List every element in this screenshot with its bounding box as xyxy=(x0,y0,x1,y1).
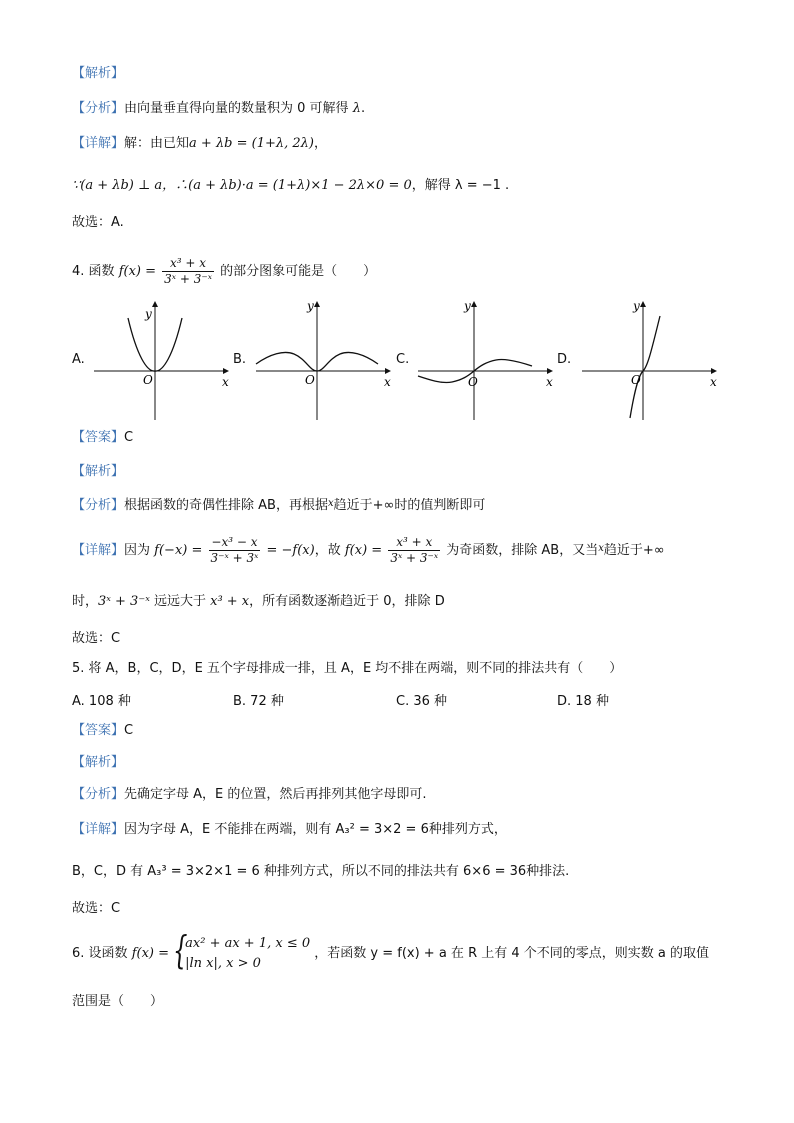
neg-fraction xyxy=(209,535,261,566)
origin-label: O xyxy=(143,373,153,387)
graph-option-b xyxy=(254,296,394,421)
pos-denominator: 3ˣ + 3⁻ˣ xyxy=(390,551,439,565)
option-b-label: B. xyxy=(233,352,247,367)
xj-line1: 因为字母 A，E 不能排在两端，则有 A₃² = 3×2 = 6种排列方式， xyxy=(124,822,507,837)
q5-answer xyxy=(72,721,133,741)
origin-label: O xyxy=(468,375,478,389)
f-x: f(x) = xyxy=(344,543,383,558)
analysis-title: 【解析】 xyxy=(72,66,125,81)
xj-text-3: 为奇函数，排除 AB，又当 xyxy=(446,543,599,558)
q6-stem-text: ，若函数 y = f(x) + a 在 R 上有 4 个不同的零点，则实数 a 的取值 xyxy=(314,946,709,961)
q4-xiangjie-line-2 xyxy=(72,592,445,612)
curve-d xyxy=(630,316,660,418)
pos-numerator: x³ + x xyxy=(388,535,440,551)
graph-option-c xyxy=(416,296,556,421)
xj2-post: ，所有函数逐渐趋近于 0，排除 D xyxy=(249,594,445,609)
q4-fenxi xyxy=(72,494,485,516)
y-label: y xyxy=(633,299,640,313)
xiangjie-line-2 xyxy=(72,176,509,196)
xj-text-4: 趋近于+∞ xyxy=(603,543,665,558)
q4-denominator: 3ˣ + 3⁻ˣ xyxy=(164,272,212,286)
fenxi-text: 先确定字母 A，E 的位置，然后再排列其他字母即可. xyxy=(124,787,427,802)
piecewise xyxy=(173,927,311,974)
q5-option-b: B. 72 种 xyxy=(233,694,284,709)
xj2-mid: 远远大于 xyxy=(153,594,206,609)
case-1: ax² + ax + 1, x ≤ 0 xyxy=(185,935,311,951)
q4-xiangjie-line-1 xyxy=(72,531,665,569)
answer-label: 【答案】 xyxy=(72,723,125,738)
x-label: x xyxy=(384,375,391,389)
xj-x: x xyxy=(598,543,604,554)
x-label: x xyxy=(222,375,229,389)
origin-label: O xyxy=(305,373,315,387)
xiangjie-post: ， xyxy=(313,136,327,151)
answer-value: C xyxy=(124,723,134,738)
q4-fx: f(x) = xyxy=(118,264,156,279)
fenxi-label: 【分析】 xyxy=(72,101,125,116)
graph-option-a xyxy=(92,296,232,421)
q5-choose: 故选：C xyxy=(72,901,121,916)
q5-option-d: D. 18 种 xyxy=(557,694,609,709)
fenxi-label: 【分析】 xyxy=(72,498,125,513)
xiangjie-label: 【详解】 xyxy=(72,543,125,558)
q5-option-c: C. 36 种 xyxy=(396,694,448,709)
brace-glyph: { xyxy=(173,927,188,972)
xiangjie-text: 解：由已知 xyxy=(124,136,190,151)
fenxi-text: 由向量垂直得向量的数量积为 0 可解得 xyxy=(124,101,349,116)
q5-xiangjie-line-1 xyxy=(72,820,507,840)
q5-analysis-title: 【解析】 xyxy=(72,755,125,770)
y-label: y xyxy=(307,299,314,313)
q4-stem xyxy=(72,256,376,287)
graph-option-d xyxy=(580,296,720,421)
neg-eq: = −f(x) xyxy=(266,543,315,558)
origin-label: O xyxy=(631,373,641,387)
q4-fraction xyxy=(162,256,214,287)
fenxi-label: 【分析】 xyxy=(72,787,125,802)
pos-fraction xyxy=(388,535,440,566)
xiangjie-label: 【详解】 xyxy=(72,822,125,837)
x-label: x xyxy=(546,375,553,389)
neg-denominator: 3⁻ˣ + 3ˣ xyxy=(210,551,259,565)
fenxi-line: 【分析】由向量垂直得向量的数量积为 0 可解得 λ. xyxy=(72,101,366,116)
q4-number: 4. 函数 xyxy=(72,264,115,279)
q6-fx: f(x) = xyxy=(131,946,169,961)
f-neg-x: f(−x) = xyxy=(154,543,203,558)
y-label: y xyxy=(145,307,152,321)
q4-answer xyxy=(72,428,133,448)
xj-text: 因为 xyxy=(124,543,151,558)
vector-expr: a + λb = (1+λ, 2λ) xyxy=(189,136,314,151)
q5-xiangjie-line-2: B，C，D 有 A₃³ = 3×2×1 = 6 种排列方式，所以不同的排法共有 6×6 = 36种排法. xyxy=(72,864,570,879)
fenxi-text-1: 根据函数的奇偶性排除 AB，再根据 xyxy=(124,498,328,513)
lambda-symbol: λ xyxy=(352,101,361,116)
q6-stem xyxy=(72,927,709,976)
case-2: |ln x|, x > 0 xyxy=(185,955,261,971)
q5-option-a: A. 108 种 xyxy=(72,694,131,709)
q6-number: 6. 设函数 xyxy=(72,946,128,961)
q4-stem-text: 的部分图象可能是（ ） xyxy=(220,264,377,279)
option-d-label: D. xyxy=(557,352,572,367)
fenxi-x: x xyxy=(327,498,334,509)
xiangjie-line-1 xyxy=(72,134,327,154)
x-label: x xyxy=(710,375,717,389)
q4-choose: 故选：C xyxy=(72,631,121,646)
q3-choose: 故选：A. xyxy=(72,215,124,230)
q5-fenxi xyxy=(72,785,427,805)
xiangjie-label: 【详解】 xyxy=(72,136,125,151)
xj2-pre: 时， xyxy=(72,594,99,609)
solve-text: ，解得 λ = −1 . xyxy=(411,178,510,193)
neg-numerator: −x³ − x xyxy=(209,535,261,551)
option-c-label: C. xyxy=(396,352,410,367)
answer-value: C xyxy=(124,430,134,445)
option-a-label: A. xyxy=(72,352,85,367)
perp-expr: ∵(a + λb) ⊥ a，∴(a + λb)·a = (1+λ)×1 − 2λ×0 = 0 xyxy=(72,178,412,193)
fenxi-text-2: 趋近于+∞时的值判断即可 xyxy=(333,498,486,513)
q4-analysis-title: 【解析】 xyxy=(72,464,125,479)
y-label: y xyxy=(464,299,471,313)
q5-stem: 5. 将 A，B，C，D，E 五个字母排成一排，且 A，E 均不排在两端，则不同的排法共有（ ） xyxy=(72,661,623,676)
xj2-expr2: x³ + x xyxy=(210,594,250,609)
xj2-expr1: 3ˣ + 3⁻ˣ xyxy=(98,594,150,609)
q6-stem-line-2: 范围是（ ） xyxy=(72,994,164,1009)
q4-numerator: x³ + x xyxy=(162,256,214,272)
xj-text-2: ，故 xyxy=(314,543,341,558)
answer-label: 【答案】 xyxy=(72,430,125,445)
